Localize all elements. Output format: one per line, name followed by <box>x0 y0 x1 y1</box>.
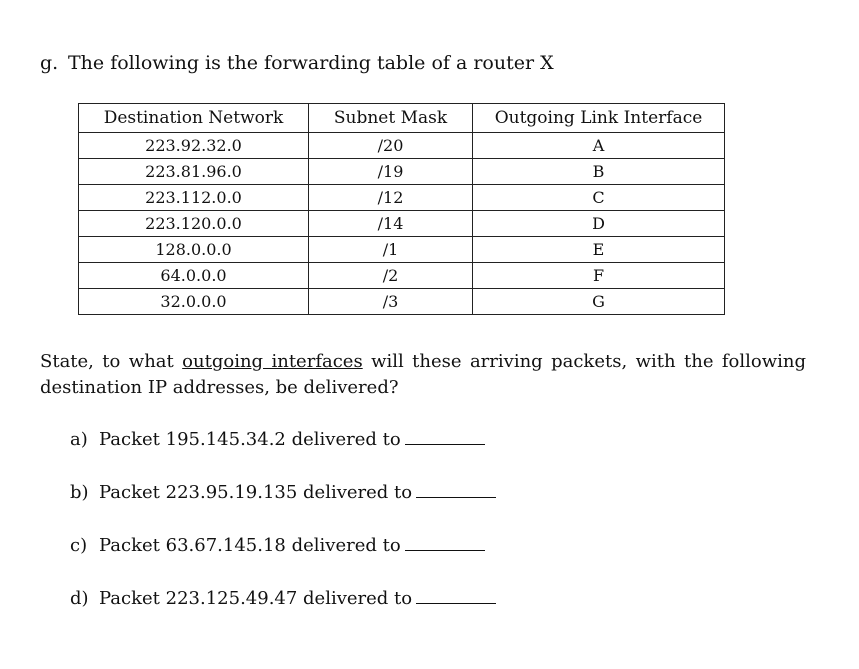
question-prefix: State, to what <box>40 351 183 372</box>
question-underlined-term: outgoing interfaces <box>182 351 363 372</box>
forwarding-table <box>78 103 725 315</box>
table-row <box>79 133 725 159</box>
packet-item-d <box>70 588 496 609</box>
packet-item-c <box>70 535 485 556</box>
subnet-mask-cell: /3 <box>309 289 473 315</box>
packet-label: c) <box>70 535 88 556</box>
interface-cell: C <box>473 185 725 211</box>
subnet-mask-cell: /1 <box>309 237 473 263</box>
packet-text: Packet 223.125.49.47 delivered to <box>99 588 413 609</box>
destination-network-cell: 223.92.32.0 <box>79 133 309 159</box>
destination-network-cell: 223.120.0.0 <box>79 211 309 237</box>
packet-item-a <box>70 429 485 450</box>
packet-label: a) <box>70 429 88 450</box>
packet-label: d) <box>70 588 89 609</box>
interface-cell: D <box>473 211 725 237</box>
packet-text: Packet 195.145.34.2 delivered to <box>99 429 401 450</box>
interface-cell: A <box>473 133 725 159</box>
header-destination-network: Destination Network <box>79 104 309 133</box>
destination-network-cell: 64.0.0.0 <box>79 263 309 289</box>
destination-network-cell: 32.0.0.0 <box>79 289 309 315</box>
subnet-mask-cell: /19 <box>309 159 473 185</box>
table-row <box>79 289 725 315</box>
table-row <box>79 159 725 185</box>
packet-text: Packet 63.67.145.18 delivered to <box>99 535 401 556</box>
table-row <box>79 237 725 263</box>
question-heading-text: The following is the forwarding table of a router X <box>68 52 554 74</box>
interface-cell: B <box>473 159 725 185</box>
interface-cell: E <box>473 237 725 263</box>
interface-cell: G <box>473 289 725 315</box>
subnet-mask-cell: /14 <box>309 211 473 237</box>
header-outgoing-interface: Outgoing Link Interface <box>473 104 725 133</box>
question-prompt <box>40 349 806 401</box>
destination-network-cell: 223.112.0.0 <box>79 185 309 211</box>
packet-text: Packet 223.95.19.135 delivered to <box>99 482 413 503</box>
answer-blank <box>405 536 485 551</box>
table-header-row <box>79 104 725 133</box>
question-heading <box>40 52 554 74</box>
question-suffix: will these arriving packets, with the following destination IP addresses, be delivered? <box>40 351 807 398</box>
packet-label: b) <box>70 482 89 503</box>
subnet-mask-cell: /12 <box>309 185 473 211</box>
answer-blank <box>416 483 496 498</box>
table-row <box>79 185 725 211</box>
header-subnet-mask: Subnet Mask <box>309 104 473 133</box>
destination-network-cell: 128.0.0.0 <box>79 237 309 263</box>
destination-network-cell: 223.81.96.0 <box>79 159 309 185</box>
packet-item-b <box>70 482 496 503</box>
answer-blank <box>416 589 496 604</box>
interface-cell: F <box>473 263 725 289</box>
subnet-mask-cell: /2 <box>309 263 473 289</box>
answer-blank <box>405 430 485 445</box>
table-row <box>79 263 725 289</box>
subnet-mask-cell: /20 <box>309 133 473 159</box>
question-letter: g. <box>40 52 59 74</box>
table-row <box>79 211 725 237</box>
